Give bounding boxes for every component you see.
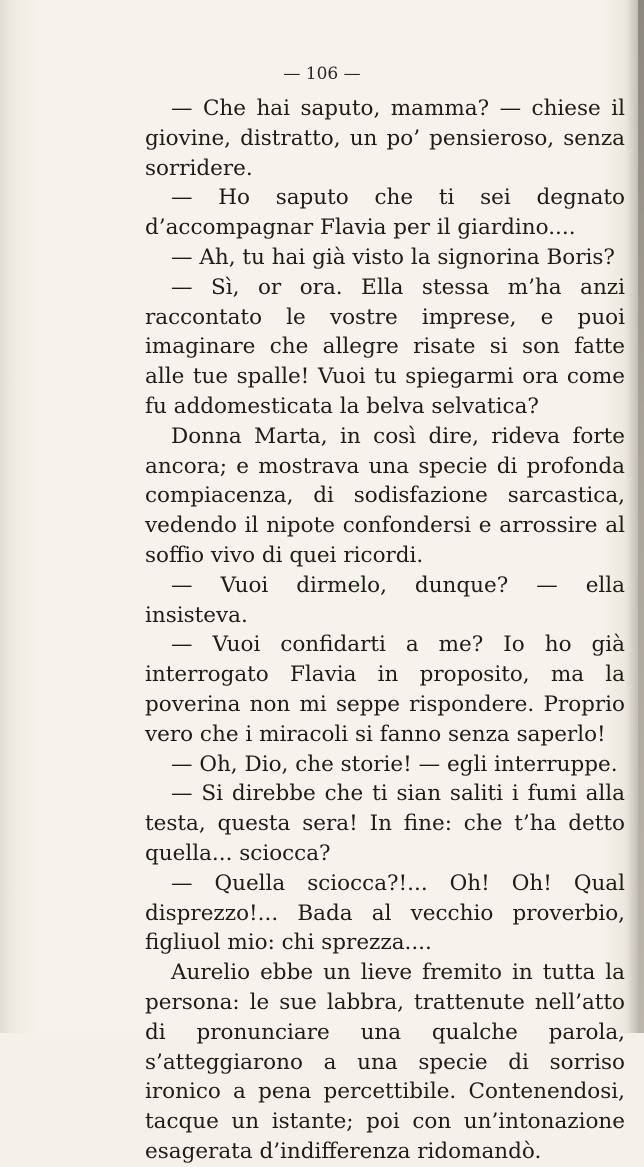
paragraph: — Che hai saputo, mamma? — chiese il giovine, distratto, un po’ pensieroso, senza sorridere. <box>145 96 625 181</box>
paragraph: — Oh, Dio, che storie! — egli interruppe. <box>171 751 618 777</box>
paragraph: — Vuoi confidarti a me? Io ho già interrogato Flavia in proposito, ma la poverina non mi seppe rispondere. Proprio vero che i miracoli si fanno senza saperlo! <box>145 632 625 747</box>
paragraph: — Vuoi dirmelo, dunque? — ella insisteva. <box>145 572 625 628</box>
paragraph: Aurelio ebbe un lieve fremito in tutta la persona: le sue labbra, trattenute nell’atto di pronunciare una qualche parola, s’atteggiarono a una specie di sorriso ironico a pena percettibile. Contenendosi, tacque un istante; poi con un’intonazione esagerata d’indifferenza ridomandò. <box>145 960 625 1164</box>
paragraph: — Ah, tu hai già visto la signorina Boris? <box>171 244 615 270</box>
page-gutter-shadow <box>638 0 644 1033</box>
page-number: — 106 — <box>283 64 361 84</box>
paragraph: — Sì, or ora. Ella stessa m’ha anzi raccontato le vostre imprese, e puoi imaginare che allegre risate si son fatte alle tue spalle! Vuoi tu spiegarmi ora come fu addomesticata la belva selvatica? <box>145 274 625 419</box>
paragraph: — Si direbbe che ti sian saliti i fumi alla testa, questa sera! In fine: che t’ha detto quella... sciocca? <box>145 781 625 866</box>
paragraph: — Quella sciocca?!... Oh! Oh! Qual disprezzo!... Bada al vecchio proverbio, figliuol mio: chi sprezza.... <box>145 870 625 956</box>
body-text <box>145 94 625 1167</box>
paragraph: — Ho saputo che ti sei degnato d’accompagnar Flavia per il giardino.... <box>145 185 625 241</box>
paragraph: Donna Marta, in così dire, rideva forte ancora; e mostrava una specie di profonda compiacenza, di sodisfazione sarcastica, vedendo il nipote confondersi e arrossire al soffio vivo di quei ricordi. <box>145 423 625 568</box>
